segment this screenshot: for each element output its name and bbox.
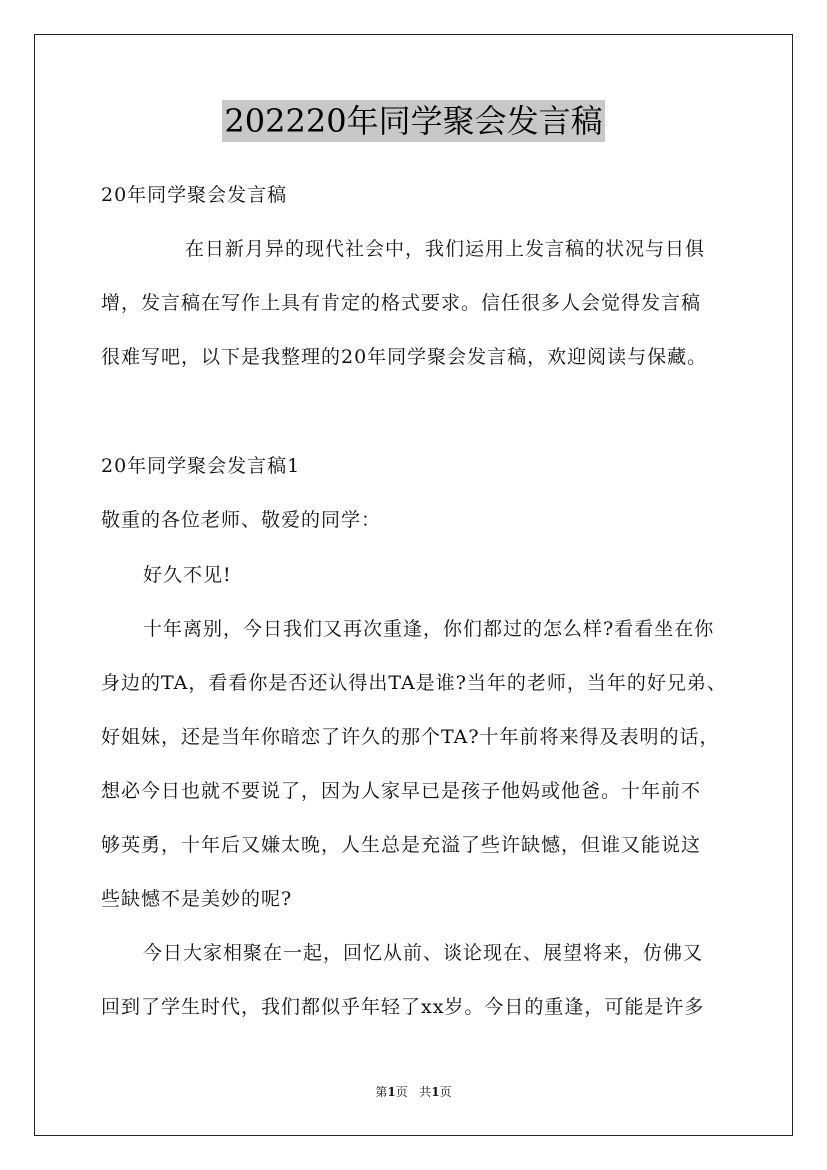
intro-line-1: 在日新月异的现代社会中，我们运用上发言稿的状况与日俱 (185, 238, 706, 260)
footer-total-unit: 页 (439, 1085, 452, 1099)
intro-line-3: 很难写吧，以下是我整理的20年同学聚会发言稿，欢迎阅读与保藏。 (101, 346, 708, 368)
footer-page-unit: 页 (395, 1085, 408, 1099)
paragraph1-line-5: 够英勇，十年后又嫌太晚，人生总是充溢了些许缺憾，但谁又能说这 (101, 834, 702, 856)
paragraph1-line-6: 些缺憾不是美妙的呢? (101, 888, 293, 910)
paragraph1-line-2: 身边的TA，看看你是否还认得出TA是谁?当年的老师，当年的好兄弟、 (101, 672, 727, 694)
intro-line-2: 增，发言稿在写作上具有肯定的格式要求。信任很多人会觉得发言稿 (101, 292, 702, 314)
greeting: 好久不见! (143, 564, 232, 586)
title-container (0, 100, 827, 142)
footer-total-prefix: 共 (419, 1085, 432, 1099)
footer-total-pages: 1 (431, 1085, 440, 1099)
paragraph1-line-3: 好姐妹，还是当年你暗恋了许久的那个TA?十年前将来得及表明的话， (101, 726, 720, 748)
paragraph2-line-1: 今日大家相聚在一起，回忆从前、谈论现在、展望将来，仿佛又 (143, 942, 704, 964)
salutation: 敬重的各位老师、敬爱的同学： (101, 509, 382, 531)
page-footer (0, 1084, 827, 1100)
paragraph2-line-2: 回到了学生时代，我们都似乎年轻了xx岁。今日的重逢，可能是许多 (101, 996, 705, 1018)
section-heading: 20年同学聚会发言稿1 (101, 455, 301, 477)
footer-prefix: 第 (375, 1085, 388, 1099)
paragraph1-line-1: 十年离别，今日我们又再次重逢，你们都过的怎么样?看看坐在你 (143, 618, 715, 640)
subtitle: 20年同学聚会发言稿 (101, 184, 288, 206)
paragraph1-line-4: 想必今日也就不要说了，因为人家早已是孩子他妈或他爸。十年前不 (101, 780, 702, 802)
document-title: 202220年同学聚会发言稿 (224, 102, 603, 140)
footer-page-number: 1 (387, 1085, 396, 1099)
